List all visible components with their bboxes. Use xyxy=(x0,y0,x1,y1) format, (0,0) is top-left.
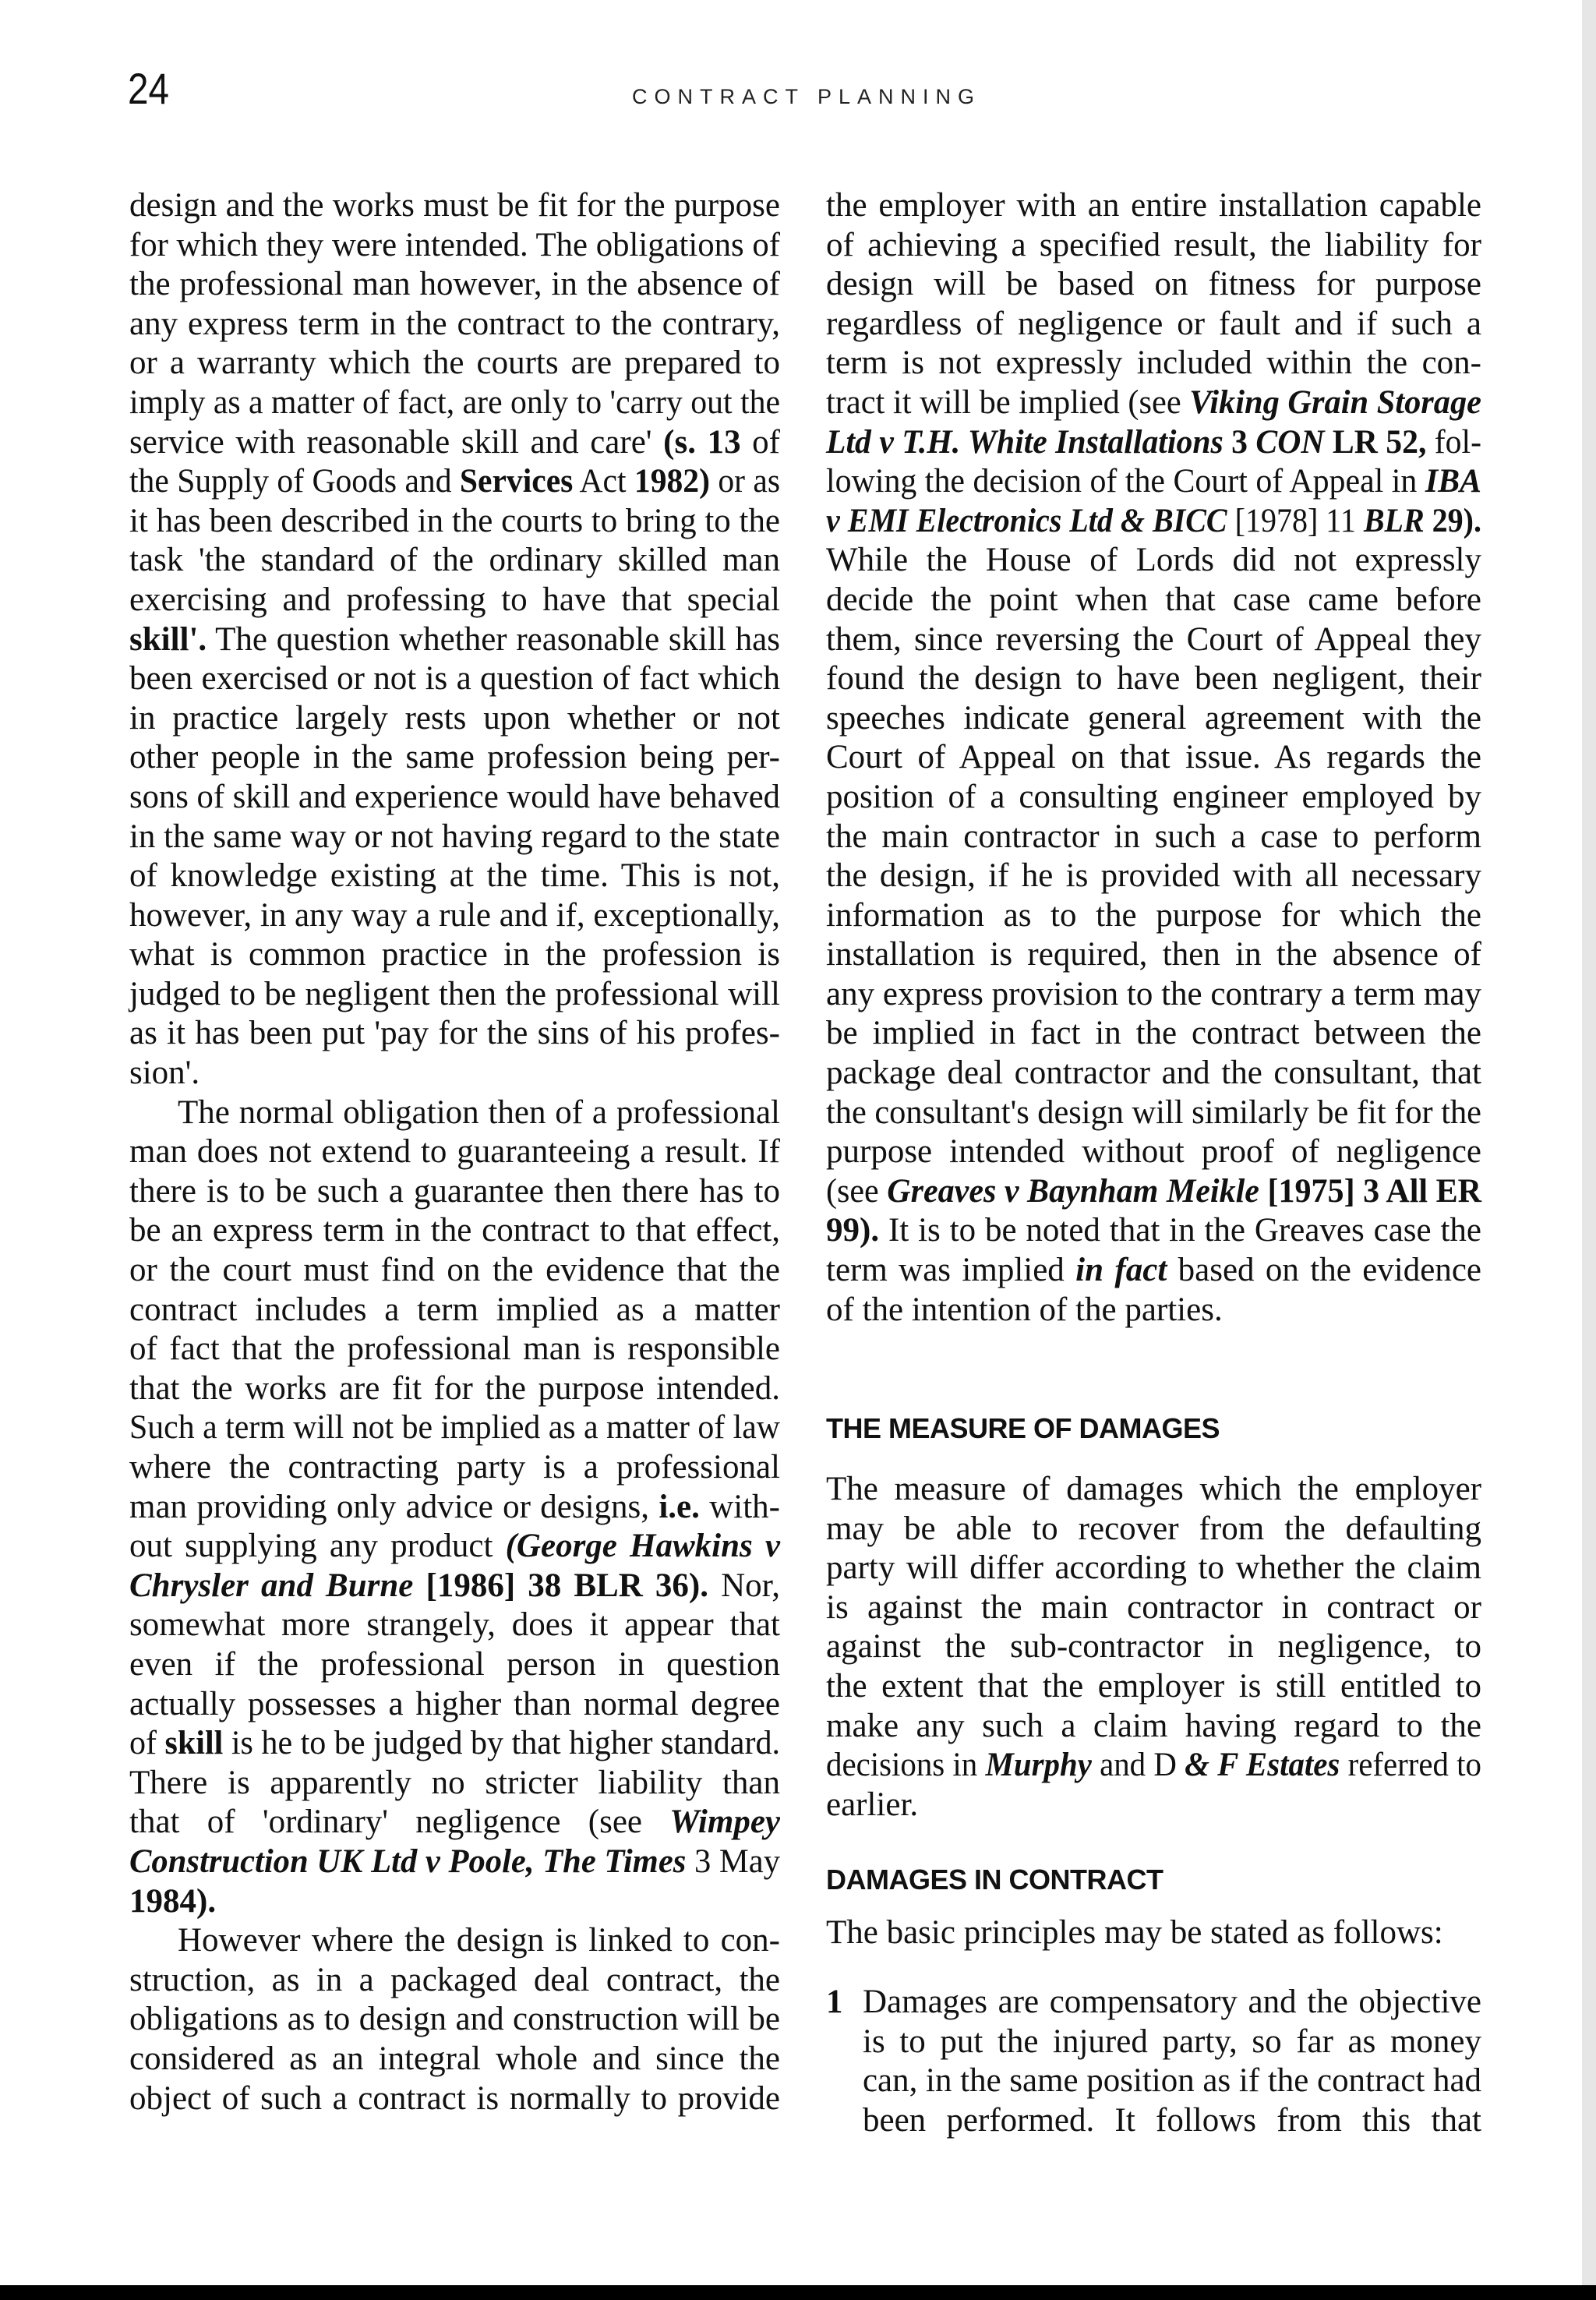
text-line xyxy=(826,1470,1481,1510)
text-line xyxy=(129,265,780,305)
text-run: man does not extend to guaranteeing a result. If xyxy=(129,1133,780,1171)
text-run: out supplying any product xyxy=(129,1528,506,1565)
text-line xyxy=(826,1627,1481,1667)
text-line xyxy=(129,1527,780,1567)
text-line xyxy=(129,1803,780,1842)
bottom-border xyxy=(0,2285,1596,2300)
text-line xyxy=(129,502,780,542)
case-citation: in fact xyxy=(1075,1252,1167,1289)
text-line xyxy=(129,1369,780,1409)
text-run: of xyxy=(740,423,781,461)
text-run: Act xyxy=(573,463,634,500)
text-run: service with reasonable skill and care' xyxy=(129,423,664,461)
text-run: There is apparently no stricter liability than xyxy=(129,1764,780,1801)
text-run: speeches indicate general agreement with the xyxy=(826,699,1481,737)
text-run: or a warranty which the courts are prepared to xyxy=(129,344,780,382)
text-run: judged to be negligent then the professional will xyxy=(129,975,780,1012)
text-run: the professional man however, in the absence of xyxy=(129,266,780,303)
text-run: may be able to recover from the defaulting xyxy=(826,1510,1481,1547)
text-line xyxy=(129,1645,780,1685)
right-column xyxy=(826,186,1481,1330)
text-run: regardless of negligence or fault and if such a xyxy=(826,305,1481,342)
text-run: make any such a claim having regard to the xyxy=(826,1707,1481,1744)
text-run: of the intention of the parties. xyxy=(826,1291,1223,1328)
text-line xyxy=(826,423,1481,463)
text-line xyxy=(826,896,1481,936)
text-run: actually possesses a higher than normal degree xyxy=(129,1685,780,1722)
text-run: design will be based on fitness for purpose xyxy=(826,266,1481,303)
text-run: of xyxy=(129,1725,165,1762)
text-line xyxy=(129,896,780,936)
text-line xyxy=(826,541,1481,581)
text-line xyxy=(129,1448,780,1488)
text-run: decide the point when that case came before xyxy=(826,581,1481,618)
intro-paragraph xyxy=(826,1913,1481,1953)
text-line xyxy=(826,778,1481,818)
bold-text: i.e. xyxy=(659,1488,700,1525)
text-run: even if the professional person in question xyxy=(129,1645,780,1683)
case-citation: Ltd v T.H. White Installations xyxy=(826,423,1223,461)
text-line xyxy=(129,462,780,502)
text-line xyxy=(129,1842,780,1882)
text-line xyxy=(129,1251,780,1291)
text-run: fol- xyxy=(1426,423,1481,461)
bold-text: skill xyxy=(164,1725,224,1762)
text-line xyxy=(129,305,780,344)
text-line xyxy=(826,975,1481,1015)
case-citation: Construction UK Ltd v Poole, The Times xyxy=(129,1842,687,1880)
text-line xyxy=(129,2000,780,2040)
left-column xyxy=(129,186,780,2118)
text-run: Court of Appeal on that issue. As regards the xyxy=(826,739,1481,776)
case-citation: & F Estates xyxy=(1185,1747,1340,1784)
text-run: It is to be noted that in the Greaves case the xyxy=(879,1212,1481,1249)
text-run: there is to be such a guarantee then there has to xyxy=(129,1172,780,1210)
text-line xyxy=(826,1093,1481,1133)
text-line xyxy=(129,1330,780,1369)
text-run: purpose intended without proof of negligence xyxy=(826,1133,1481,1171)
text-run: The normal obligation then of a professional xyxy=(178,1093,780,1131)
text-line xyxy=(129,818,780,857)
text-line xyxy=(826,1211,1481,1251)
text-line xyxy=(826,659,1481,699)
text-run: struction, as in a packaged deal contract, the xyxy=(129,1961,780,1998)
text-line xyxy=(129,1764,780,1804)
measure-paragraph xyxy=(826,1470,1481,1825)
bold-text: 3 xyxy=(1223,423,1256,461)
text-line xyxy=(129,1882,780,1922)
text-line xyxy=(826,1172,1481,1212)
text-run: any express provision to the contrary a term may xyxy=(826,975,1481,1012)
text-run: any express term in the contract to the contrary, xyxy=(129,305,780,342)
case-citation: Viking Grain Storage xyxy=(1189,383,1481,421)
section-heading-measure-of-damages: THE MEASURE OF DAMAGES xyxy=(826,1412,1220,1444)
text-run: contract includes a term implied as a matter xyxy=(129,1291,780,1328)
text-run: the consultant's design will similarly be fit for the xyxy=(826,1093,1481,1131)
case-citation: BLR xyxy=(1363,502,1425,539)
text-run: it has been described in the courts to bring to the xyxy=(129,502,780,539)
text-run: The measure of damages which the employer xyxy=(826,1471,1481,1507)
text-run: somewhat more strangely, does it appear that xyxy=(129,1606,780,1644)
text-line xyxy=(826,1913,1481,1953)
page-number: 24 xyxy=(128,64,169,113)
text-run: that of 'ordinary' negligence (see xyxy=(129,1804,670,1841)
text-line xyxy=(129,1054,780,1093)
text-run: However where the design is linked to con- xyxy=(178,1922,780,1959)
case-citation: Murphy xyxy=(985,1747,1092,1784)
text-run: based on the evidence xyxy=(1167,1252,1481,1289)
text-run: referred to xyxy=(1340,1747,1481,1784)
text-run: been exercised or not is a question of fact which xyxy=(129,660,780,698)
text-run: position of a consulting engineer employed by xyxy=(826,778,1481,815)
list-number: 1 xyxy=(826,1984,843,2020)
text-line xyxy=(826,1588,1481,1628)
text-line xyxy=(863,2062,1481,2101)
text-run: design and the works must be fit for the purpose xyxy=(129,187,780,224)
text-line xyxy=(129,186,780,226)
text-run: against the sub-contractor in negligence, to xyxy=(826,1628,1481,1666)
text-line xyxy=(826,344,1481,383)
text-line xyxy=(129,1567,780,1606)
text-line xyxy=(826,1667,1481,1707)
text-run: be an express term in the contract to that effect, xyxy=(129,1212,780,1249)
text-line xyxy=(129,226,780,266)
text-line xyxy=(129,1132,780,1172)
list-item xyxy=(863,1983,1481,2140)
text-line xyxy=(826,857,1481,896)
text-run: task 'the standard of the ordinary skilled man xyxy=(129,542,780,579)
text-run: of achieving a specified result, the liability for xyxy=(826,226,1481,263)
text-run: the main contractor in such a case to perform xyxy=(826,818,1481,855)
text-run: what is common practice in the profession is xyxy=(129,936,780,973)
text-run: been performed. It follows from this that xyxy=(863,2101,1481,2139)
text-run: While the House of Lords did not expressly xyxy=(826,542,1481,579)
text-line xyxy=(129,581,780,620)
text-run: man providing only advice or designs, xyxy=(129,1488,659,1525)
text-line xyxy=(863,1983,1481,2023)
text-run: installation is required, then in the absence of xyxy=(826,936,1481,973)
text-line xyxy=(129,1961,780,2001)
text-run: term is not expressly included within the con- xyxy=(826,344,1481,382)
bold-text: 1984). xyxy=(129,1882,217,1920)
bold-text: Services xyxy=(459,463,574,500)
text-run: The question whether reasonable skill has xyxy=(207,620,780,658)
text-run: is he to be judged by that higher standard. xyxy=(223,1725,781,1762)
text-line xyxy=(129,699,780,739)
text-run: the Supply of Goods and xyxy=(129,463,460,500)
text-line xyxy=(826,1054,1481,1093)
text-run: in practice largely rests upon whether or not xyxy=(129,699,780,737)
text-run: in the same way or not having regard to the state xyxy=(129,818,780,855)
text-run: or the court must find on the evidence that the xyxy=(129,1252,780,1289)
case-citation: Greaves v Baynham Meikle xyxy=(887,1172,1259,1210)
text-line xyxy=(129,541,780,581)
bold-text: 29). xyxy=(1424,502,1481,539)
text-line xyxy=(826,1132,1481,1172)
text-line xyxy=(129,1014,780,1054)
text-line xyxy=(129,857,780,896)
text-line xyxy=(826,1746,1481,1786)
text-line xyxy=(129,1291,780,1330)
text-line xyxy=(129,1211,780,1251)
text-line xyxy=(129,1093,780,1133)
text-line xyxy=(129,975,780,1015)
text-run: object of such a contract is normally to provide xyxy=(129,2079,780,2117)
text-run: as it has been put 'pay for the sins of his profes- xyxy=(129,1015,780,1052)
text-line xyxy=(129,1408,780,1448)
text-line xyxy=(826,186,1481,226)
text-run: earlier. xyxy=(826,1786,919,1823)
text-run: of knowledge existing at the time. This is not, xyxy=(129,857,780,895)
text-line xyxy=(826,383,1481,423)
case-citation: v EMI Electronics Ltd & BICC xyxy=(826,502,1227,539)
bold-text: (s. 13 xyxy=(663,423,741,461)
text-run: Damages are compensatory and the objective xyxy=(863,1984,1481,2020)
case-citation: (George Hawkins v xyxy=(505,1528,780,1565)
text-line xyxy=(129,1685,780,1725)
text-run: Nor, xyxy=(708,1567,780,1604)
text-line xyxy=(826,1291,1481,1330)
text-line xyxy=(129,1606,780,1645)
text-line xyxy=(826,818,1481,857)
text-run: [1978] 11 xyxy=(1227,502,1364,539)
bold-text: [1975] 3 All ER xyxy=(1259,1172,1481,1210)
text-line xyxy=(129,659,780,699)
text-line xyxy=(826,462,1481,502)
case-citation: CON xyxy=(1255,423,1325,461)
text-run: however, in any way a rule and if, exceptionally, xyxy=(129,896,780,934)
text-line xyxy=(129,778,780,818)
text-line xyxy=(129,1724,780,1764)
text-run: Such a term will not be implied as a matter of law xyxy=(129,1409,780,1447)
text-run: and D xyxy=(1091,1747,1185,1784)
text-line xyxy=(129,344,780,383)
text-line xyxy=(826,502,1481,542)
text-run: the extent that the employer is still entitled to xyxy=(826,1667,1481,1705)
text-run: where the contracting party is a professional xyxy=(129,1449,780,1486)
text-run: information as to the purpose for which the xyxy=(826,896,1481,934)
bold-text: 99). xyxy=(826,1212,880,1249)
text-run: or as xyxy=(709,463,780,500)
text-run: obligations as to design and construction will be xyxy=(129,2001,780,2038)
text-line xyxy=(129,620,780,660)
running-header: CONTRACT PLANNING xyxy=(632,85,982,108)
text-line xyxy=(826,226,1481,266)
text-line xyxy=(826,1786,1481,1825)
text-line xyxy=(129,383,780,423)
text-run: sons of skill and experience would have behaved xyxy=(129,778,780,815)
text-line xyxy=(826,699,1481,739)
text-line xyxy=(129,2079,780,2119)
text-line xyxy=(129,1921,780,1961)
text-run: be implied in fact in the contract between the xyxy=(826,1015,1481,1052)
text-run: found the design to have been negligent, their xyxy=(826,660,1481,698)
text-line xyxy=(129,935,780,975)
section-heading-damages-in-contract: DAMAGES IN CONTRACT xyxy=(826,1864,1163,1895)
text-line xyxy=(826,1549,1481,1588)
bold-text: [1986] 38 BLR 36). xyxy=(413,1567,708,1604)
case-citation: Chrysler and Burne xyxy=(129,1567,414,1604)
text-run: imply as a matter of fact, are only to 'carry out the xyxy=(129,383,780,421)
text-line xyxy=(863,2101,1481,2141)
text-line xyxy=(826,305,1481,344)
bold-text: 1982) xyxy=(634,463,710,500)
text-line xyxy=(826,935,1481,975)
text-run: for which they were intended. The obligations of xyxy=(129,226,780,263)
text-run: is against the main contractor in contract or xyxy=(826,1588,1481,1626)
case-citation: IBA xyxy=(1425,463,1481,500)
text-line xyxy=(826,1510,1481,1549)
text-run: sion'. xyxy=(129,1055,200,1092)
text-line xyxy=(826,1014,1481,1054)
text-run: that the works are fit for the purpose intended. xyxy=(129,1369,780,1407)
text-run: package deal contractor and the consultant, that xyxy=(826,1055,1481,1092)
text-run: is to put the injured party, so far as money xyxy=(863,2023,1481,2060)
text-line xyxy=(863,2023,1481,2062)
text-run: tract it will be implied (see xyxy=(826,383,1190,421)
text-run: the employer with an entire installation capable xyxy=(826,187,1481,224)
text-run: with- xyxy=(699,1488,780,1525)
bold-text: LR 52, xyxy=(1332,423,1427,461)
text-line xyxy=(129,1488,780,1528)
text-line xyxy=(129,2040,780,2079)
bold-text: skill'. xyxy=(129,620,207,658)
case-citation: Wimpey xyxy=(669,1804,780,1841)
text-run: of fact that the professional man is responsible xyxy=(129,1330,780,1368)
text-line xyxy=(826,1707,1481,1747)
text-run: term was implied xyxy=(826,1252,1076,1289)
text-run: the design, if he is provided with all necessary xyxy=(826,857,1481,895)
text-run: 3 May xyxy=(686,1842,780,1880)
text-run: other people in the same profession being per- xyxy=(129,739,780,776)
page-edge xyxy=(1582,0,1596,2300)
text-run: can, in the same position as if the contract had xyxy=(863,2062,1481,2100)
text-line xyxy=(826,620,1481,660)
text-run xyxy=(1324,424,1332,461)
text-run: party will differ according to whether the claim xyxy=(826,1549,1481,1587)
text-line xyxy=(129,423,780,463)
text-run: considered as an integral whole and since the xyxy=(129,2040,780,2077)
text-line xyxy=(129,738,780,778)
text-run: lowing the decision of the Court of Appeal in xyxy=(826,463,1425,500)
text-line xyxy=(826,1251,1481,1291)
text-line xyxy=(826,738,1481,778)
text-run: The basic principles may be stated as follows: xyxy=(826,1914,1443,1951)
text-run: them, since reversing the Court of Appeal they xyxy=(826,620,1481,658)
text-line xyxy=(826,581,1481,620)
text-line xyxy=(129,1172,780,1212)
text-run: decisions in xyxy=(826,1747,986,1784)
text-line xyxy=(826,265,1481,305)
text-run: (see xyxy=(826,1172,888,1210)
text-run: exercising and professing to have that special xyxy=(129,581,780,618)
